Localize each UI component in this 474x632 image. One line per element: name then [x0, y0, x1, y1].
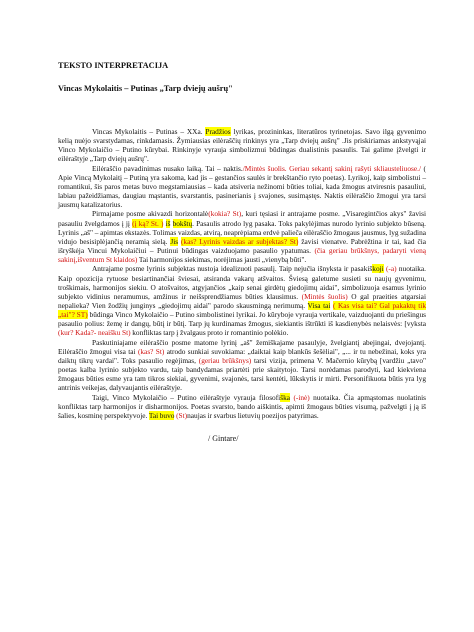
highlighted-text: Tai buvo	[148, 410, 175, 420]
text-run: atrodo sunkiai suvokiama: „daiktai kaip blankūs šešėliai", „... ir tu nebežinai, koks yra daiktų tikrų vardai". Toks pasaulio regėjimas,	[58, 346, 427, 365]
highlighted-text: ška	[280, 392, 291, 402]
text-run: , kuri tęsiasi ir antrajame posme. „Visaregintčios akys" žavisi pasauliu žvelgdamos į jį	[58, 209, 426, 228]
teacher-comment: (-inė)	[293, 392, 310, 402]
text-run: būdinga Vinco Mykolaičio – Putino simbolistinei lyrikai. Jo kūryboje vyrauja vertikale, vaizduojanti du priešingus pasaulio polius: žemę ir dangų, būtį ir būtį. Tarp jų kurdinamas žmogus, siekiantis ištrūkti iš kasdienybės nelaisvės: [vyksta	[58, 310, 426, 329]
teacher-comment: (Mintės šuolis)	[301, 291, 348, 301]
teacher-comment: (čia geriau brūkšnys, padaryti vieną sakinį,išventum St klaidos)	[58, 246, 427, 265]
teacher-comment: (-a)	[385, 264, 397, 274]
highlighted-text: Jis	[170, 236, 179, 246]
teacher-comment: (kas? St)	[137, 346, 165, 356]
highlighted-text: Pradžios	[205, 127, 231, 136]
teacher-comment: (kokia? St)	[208, 209, 242, 219]
teacher-comment: /Mintės šuolis. Geriau sekantį sakinį rašyti skliausteliuose./	[242, 163, 421, 173]
text-run: ( Apie Vincą Mykolaitį – Putiną yra sakoma, kad jis – gestančios saulės ir brekštančio ryto poetas). Lyrikoj, kaip simbolistui – romantikui, šis paros metas buvo megstamiausias – kada atsiveria nežinomi būties toliai, kada žmogus atviresnis pasauliui, labiau pažeidžiamas, daugiau mąstantis, svarstantis, pasinerianis į svajones, susimąstęs. Naktis eilėraščio žmogui yra tarsi jausmų katalizatorius.	[58, 163, 426, 210]
text-run: tarsi vizija, primena V. Mačernio kūrybą [vardžiu „tavo" poetas kalba lyrinio subjekto vardu, taip bandydamas priartėti prie skaitytojo. Tarsi norėdamas parodyti, kad kiekviena žmogaus būties esme yra tam tikros siekiai, gyvenimi, svajonės, tarsi kentėti, lūkskytis ir mirti. Personifikuota būtis yra lyg antrinis veikejas, dalyvaujantis eilėraštyje.	[58, 355, 426, 393]
highlighted-text: Visa tai	[307, 300, 331, 310]
text-run: nuotaika. Čia apmąstomas nuolatinis konfliktas tarp harmonijos ir disharmonijos. Poetas svarsto, bando aiškintis, apimti žmogaus būties visumą, pažvelgti į ją iš šalies, kosminę perspektyvoje.	[58, 392, 426, 420]
paragraph-title-meaning	[58, 164, 426, 210]
text-run: naujas ir svarbus lietuvių poezijos patyrimas.	[187, 410, 319, 420]
paragraph-last-stanza	[58, 338, 426, 393]
text-run: Paskutiniajame eilėraščio posme matome lyrinį „aš" žemiškajame pasaulyje, žvelgiantį abejingai, dvejojantį. Eilėraščio žmogui visa tai	[58, 337, 426, 356]
paragraph-conclusion	[58, 393, 426, 420]
paragraph-first-stanza	[58, 209, 426, 264]
text-run: Vincas Mykolaitis – Putinas – XXa.	[92, 127, 206, 136]
highlighted-text: iš	[165, 218, 171, 228]
text-run: Antrajame posme lyrinis subjektas nustoja idealizuoti pasaulį. Taip nejučia išnyksta ir pasakiš	[92, 264, 373, 274]
author-signature: / Gintare/	[208, 434, 239, 443]
text-run: žavisi vienatve. Pabrėžtina ir tai, kad čia išryškėja Vincui Mykolaičiui – Putinui būdingas vaizduojamo pasaulio ypatumas.	[58, 236, 427, 256]
teacher-comment: (St)	[176, 410, 188, 420]
text-run: lyrikas, prozininkas, literatūros tyrinetojas. Savo ilgą gyvenimo kelią nuėjo svarstydamas, rinkdamasis. Žymiausias eilėraščių rinkinys yra „Tarp dviejų aušrų" .Jis priskiriamas ankstyvąjai Vinco Mykolaičio – Putino kūrybai. Rinkinyje vyrauja simbolizmui būdingas dualistinis pasaulis. Tai galime įžvelgti ir eilėraštyje „Tarp dviejų aušrų".	[58, 127, 426, 164]
highlighted-text: koji	[372, 264, 384, 274]
document-title: TEKSTO INTERPRETACIJA	[58, 61, 169, 70]
paragraph-second-stanza	[58, 264, 426, 337]
teacher-comment: (kas? Lyrinis vaizdas ar subjektas? St)	[180, 236, 299, 246]
document-subtitle: Vincas Mykolaitis – Putinas „Tarp dviejų aušrų"	[58, 84, 233, 93]
text-run: Taigi, Vinco Mykolaičio – Putino eilėraštyje vyrauja filosofi	[92, 392, 281, 402]
text-run: Pirmajame posme akivazdi horizontalė	[92, 209, 209, 219]
text-run: konfliktas tarp į žvalgaus proto ir romantinio polėkio.	[130, 328, 289, 338]
teacher-comment: (į ką? St. )	[132, 218, 164, 228]
document-body	[58, 127, 426, 420]
text-run: nuotaika. Kaip opozicija rytuose besiartinančiai šviesai, atsiranda vakarų atšvaitos. Šviesą galetume susieti su naujų gyvenimu, troškimais, harmonijos siekiu. O atošvaitos, atgyjančios „kaip senai girdėtų giedojimų aidai", simbolizuoja esamus lyrinio subjekto vidinius neramumus, amžinus ir neišsprendžiamus būties klausimus.	[58, 264, 426, 301]
text-run: Tai harmonijos siekimas, norėjimas jausti „vienybą būti".	[137, 255, 307, 265]
teacher-comment: ( Kas visa tai? Gal pakaktų tik „tai"? ST)	[58, 300, 427, 320]
teacher-comment: (kur? Kada?- neaišku St)	[58, 328, 131, 338]
text-run: . Pasaulis atrodo lyg pasaka. Toks pakylėjimas nurodo lyrinio subjekto būseną. Lyrinis „aš" – apimtas ekstazės. Tolimas vaizdas, atvirą, neaprėpiama erdvė palieča eilėraščio žmogaus jausmus, lyg sužadina vidujo besisiplėjančią neramią sielą.	[58, 218, 427, 246]
paragraph-intro	[58, 127, 426, 164]
text-run: Eilėraščio pavadinimas nusako laiką. Tai – naktis.	[92, 163, 243, 173]
highlighted-text: bokštų	[172, 218, 193, 228]
teacher-comment: (geriau brūkšnys)	[198, 355, 252, 365]
text-run: O gal praeities atgarsiai nepalieka? Vien žodžių junginys „giedojimų aidai" parodo skausmingą nerimumą.	[58, 291, 426, 310]
